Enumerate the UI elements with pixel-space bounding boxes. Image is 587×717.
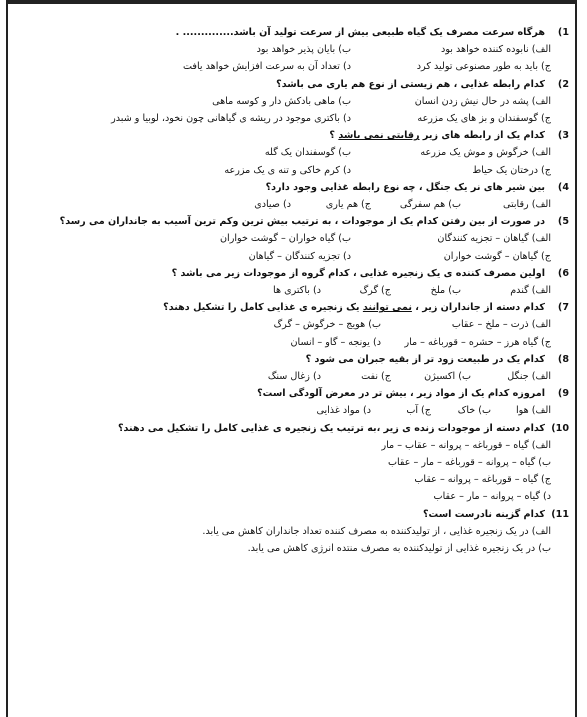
question-1: [14, 24, 569, 41]
question-list: [14, 24, 569, 717]
option-a: الف) رقابتی: [502, 199, 551, 211]
option-b: ب) گیاه خواران – گوشت خواران: [219, 233, 351, 245]
question-text: کدام دسته از جانداران زیر ،: [411, 302, 545, 314]
question-text: در صورت از بین رفتن کدام یک از موجودات ، به ترتیب بیش ترین وکم ترین آسیب به جانداران می رسد؟: [59, 216, 545, 228]
question-text: کدام گزینه نادرست است؟: [422, 508, 545, 520]
options-row: [14, 368, 569, 385]
option-b: ب) گیاه – پروانه – قورباغه – مار – عقاب: [387, 457, 551, 469]
question-number: 3): [557, 130, 569, 142]
option-a: الف) در یک زنجیره غذایی ، از تولیدکننده به مصرف کننده تعداد جانداران کاهش می یابد.: [202, 525, 551, 537]
option-d: د) زغال سنگ: [267, 371, 321, 383]
question-number: 9): [557, 388, 569, 400]
option-b: ب) بایان پذیر خواهد بود: [256, 44, 351, 56]
option-c: ج) گیاه – قورباغه – پروانه – عقاب: [414, 474, 551, 486]
question-2: [14, 76, 569, 93]
option-b: ب) هویج – خرگوش – گرگ: [273, 319, 381, 331]
option-a: الف) ذرت – ملخ – عقاب: [451, 319, 551, 331]
question-9: [14, 385, 569, 402]
options-row: [14, 144, 569, 161]
option-b: ب) ماهی بادکش دار و کوسه ماهی: [212, 95, 351, 107]
options-row: [14, 230, 569, 247]
option-d: د) کرم خاکی و تنه ی یک مزرعه: [224, 164, 351, 176]
question-number: 7): [557, 302, 569, 314]
option-c: ج) نفت: [361, 371, 391, 383]
option-b: ب) هم سفرگی: [399, 199, 461, 211]
option-b: ب) ملخ: [430, 285, 461, 297]
option-a: الف) گیاهان – تجزیه کنندگان: [437, 233, 551, 245]
option-b: ب) خاک: [457, 405, 491, 417]
option-a: الف) هوا: [516, 405, 551, 417]
option-c: ج) آب: [406, 405, 431, 417]
option-d: د) مواد غذایی: [316, 405, 371, 417]
options-row: [14, 316, 569, 333]
options-row: [14, 334, 569, 351]
option-c: ج) گیاه هرز – حشره – قورباغه – مار: [404, 336, 551, 348]
option-d: د) تعداد آن به سرعت افزایش خواهد یافت: [183, 61, 351, 73]
option-c: ج) باید به طور مصنوعی تولید کرد: [416, 61, 551, 73]
exam-page: [6, 0, 577, 717]
question-7: [14, 299, 569, 316]
question-text: کدام یک در طبیعت زود تر از بقیه جبران می شود ؟: [305, 353, 545, 365]
question-number: 8): [557, 353, 569, 365]
question-text-underlined: رقابتی نمی باشد: [338, 130, 420, 142]
options-row: [14, 93, 569, 110]
question-text-underlined: نمی توانند: [362, 302, 412, 314]
options-row: [14, 41, 569, 58]
option-c: ج) گوسفندان و بز های یک مزرعه: [417, 113, 551, 125]
question-text: کدام دسته از موجودات زنده ی زیر ،به ترتیب یک زنجیره ی غذایی کامل را تشکیل می دهند؟: [117, 422, 545, 434]
question-text: کدام یک از رابطه های زیر: [419, 130, 545, 142]
question-number: 2): [557, 78, 569, 90]
question-number: 10): [551, 422, 569, 434]
question-number: 6): [557, 267, 569, 279]
option-a: الف) نابوده کننده خواهد بود: [441, 44, 551, 56]
question-number: 11): [551, 508, 569, 520]
options-row: [14, 282, 569, 299]
option-a: الف) خرگوش و موش یک مزرعه: [420, 147, 551, 159]
option-d: د) باکتری موجود در ریشه ی گیاهانی چون نخود، لوبیا و شبدر: [111, 113, 351, 125]
option-d: د) صیادی: [254, 199, 291, 211]
option-c: ج) گرگ: [359, 285, 391, 297]
question-text: اولین مصرف کننده ی یک زنجیره غذایی ، کدام گروه از موجودات زیر می باشد ؟: [171, 267, 545, 279]
question-4: [14, 179, 569, 196]
option-c: ج) گیاهان – گوشت خواران: [443, 250, 551, 262]
option-a: الف) گندم: [510, 285, 551, 297]
option-d: د) تجزیه کنندگان – گیاهان: [248, 250, 351, 262]
question-text: کدام رابطه غذایی ، هم زیستی از نوع هم یاری می باشد؟: [276, 78, 545, 90]
question-11: [14, 506, 569, 523]
option-c: ج) هم یاری: [325, 199, 371, 211]
option-a: الف) جنگل: [507, 371, 551, 383]
option-a: الف) گیاه – قورباغه – پروانه – عقاب – مار: [381, 439, 551, 451]
top-border: [8, 0, 575, 4]
options-row: [14, 162, 569, 179]
option-b: ب) در یک زنجیره غذایی از تولیدکننده به مصرف منتده انرژی کاهش می یابد.: [247, 543, 551, 555]
question-text: هرگاه سرعت مصرف یک گیاه طبیعی بیش از سرعت تولید آن باشد.............. .: [175, 27, 545, 38]
option-d: د) باکتری ها: [273, 285, 321, 297]
question-text: امروزه کدام یک از مواد زیر ، بیش تر در معرض آلودگی است؟: [257, 388, 545, 400]
option-b: ب) اکسیژن: [424, 371, 471, 383]
option-b: ب) گوسفندان یک گله: [264, 147, 351, 159]
options-row: [14, 196, 569, 213]
option-a: الف) پشه در حال نیش زدن انسان: [414, 95, 551, 107]
question-5: [14, 213, 569, 230]
option-d: د) یونجه – گاو – انسان: [290, 336, 381, 348]
question-3: [14, 127, 569, 144]
question-8: [14, 351, 569, 368]
question-text-end: یک زنجیره ی غذایی کامل را تشکیل دهند؟: [163, 302, 363, 314]
options-row: [14, 110, 569, 127]
options-row: [14, 248, 569, 265]
question-6: [14, 265, 569, 282]
question-text: بین شیر های نر یک جنگل ، چه نوع رابطه غذایی وجود دارد؟: [265, 181, 545, 193]
question-number: 1): [557, 27, 569, 38]
option-d: د) گیاه – پروانه – مار – عقاب: [433, 491, 551, 503]
question-number: 5): [557, 216, 569, 228]
question-number: 4): [557, 181, 569, 193]
question-10: [14, 420, 569, 437]
option-c: ج) درختان یک حیاط: [472, 164, 551, 176]
options-row: [14, 402, 569, 419]
options-row: [14, 58, 569, 75]
question-text-end: ؟: [329, 130, 339, 142]
